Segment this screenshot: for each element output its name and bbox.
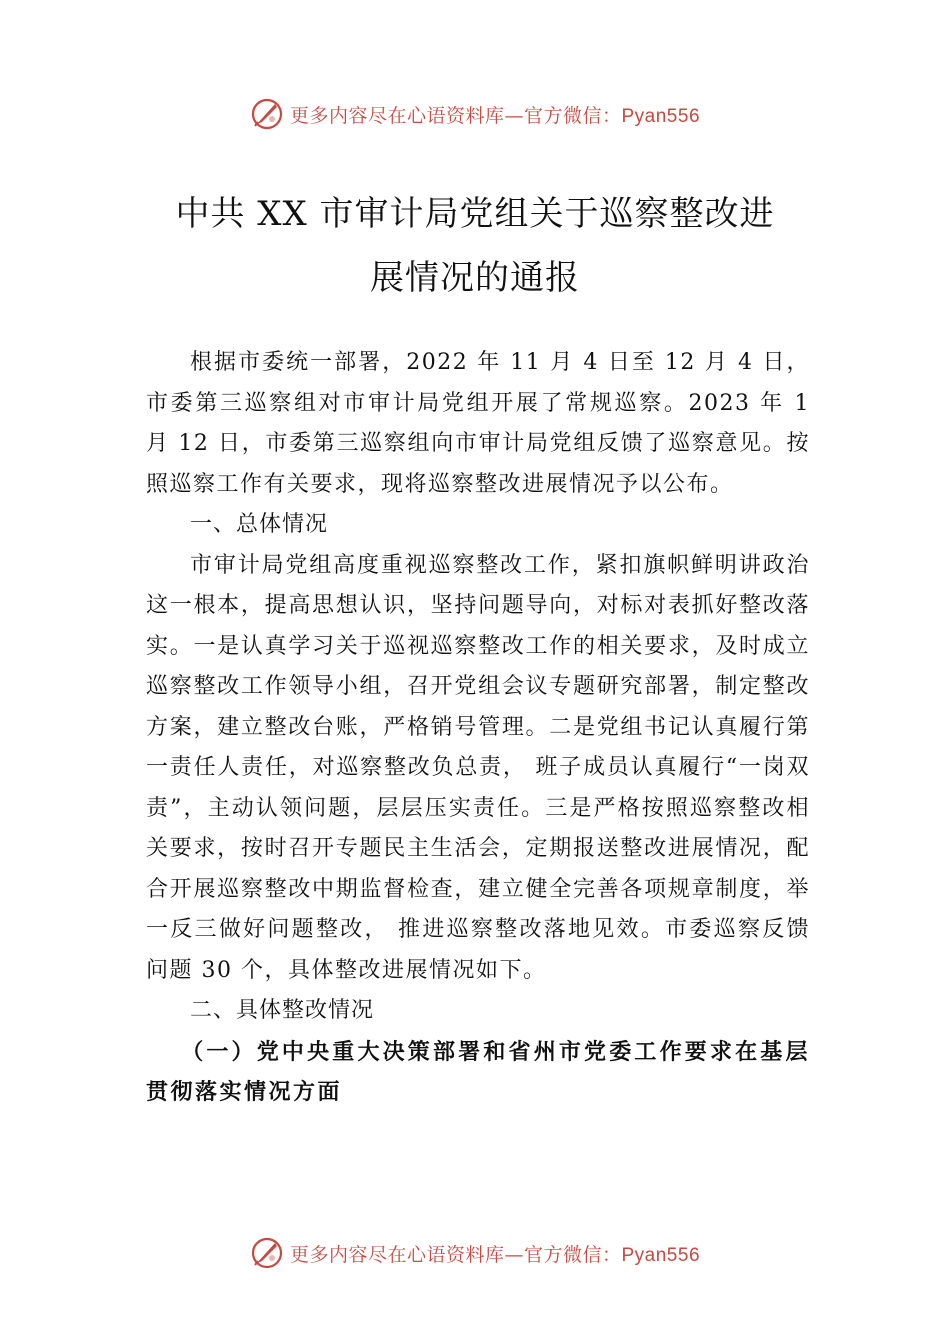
intro-paragraph: 根据市委统一部署，2022 年 11 月 4 日至 12 月 4 日，市委第三巡察组对市审计局党组开展了常规巡察。2023 年 1 月 12 日，市委第三巡察组向市审计局党组反馈了巡察意见。按照巡察工作有关要求，现将巡察整改进展情况予以公布。 (146, 350, 810, 497)
subsection-1-heading: （一）党中央重大决策部署和省州市党委工作要求在基层贯彻落实情况方面 (146, 1038, 810, 1105)
title-line-2: 展情况的通报 (370, 258, 580, 298)
footer-banner (0, 1233, 950, 1273)
section-2-heading: 二、具体整改情况 (190, 998, 375, 1023)
quill-pen-circle-logo-icon (250, 1236, 284, 1270)
banner-text: 更多内容尽在心语资料库—官方微信：Pyan556 (289, 1243, 701, 1266)
banner-text: 更多内容尽在心语资料库—官方微信：Pyan556 (289, 104, 701, 127)
section-1-paragraph: 市审计局党组高度重视巡察整改工作，紧扣旗帜鲜明讲政治这一根本，提高思想认识，坚持问题导向，对标对表抓好整改落实。一是认真学习关于巡视巡察整改工作的相关要求，及时成立巡察整改工作领导小组，召开党组会议专题研究部署，制定整改方案，建立整改台账，严格销号管理。二是党组书记认真履行第一责任人责任，对巡察整改负总责， 班子成员认真履行“一岗双责”，主动认领问题，层层压实责任。三是严格按照巡察整改相关要求，按时召开专题民主生活会，定期报送整改进展情况，配合开展巡察整改中期监督检查，建立健全完善各项规章制度，举一反三做好问题整改， 推进巡察整改落地见效。市委巡察反馈问题 30 个，具体整改进展情况如下。 (146, 552, 810, 983)
quill-pen-circle-logo-icon (250, 97, 284, 131)
title-line-1: 中共 XX 市审计局党组关于巡察整改进 (175, 194, 775, 234)
section-1-heading: 一、总体情况 (190, 512, 329, 537)
wechat-id: Pyan556 (621, 105, 701, 127)
document-title (140, 182, 810, 310)
document-body (146, 343, 810, 1113)
header-banner (0, 94, 950, 134)
wechat-id: Pyan556 (621, 1244, 701, 1266)
